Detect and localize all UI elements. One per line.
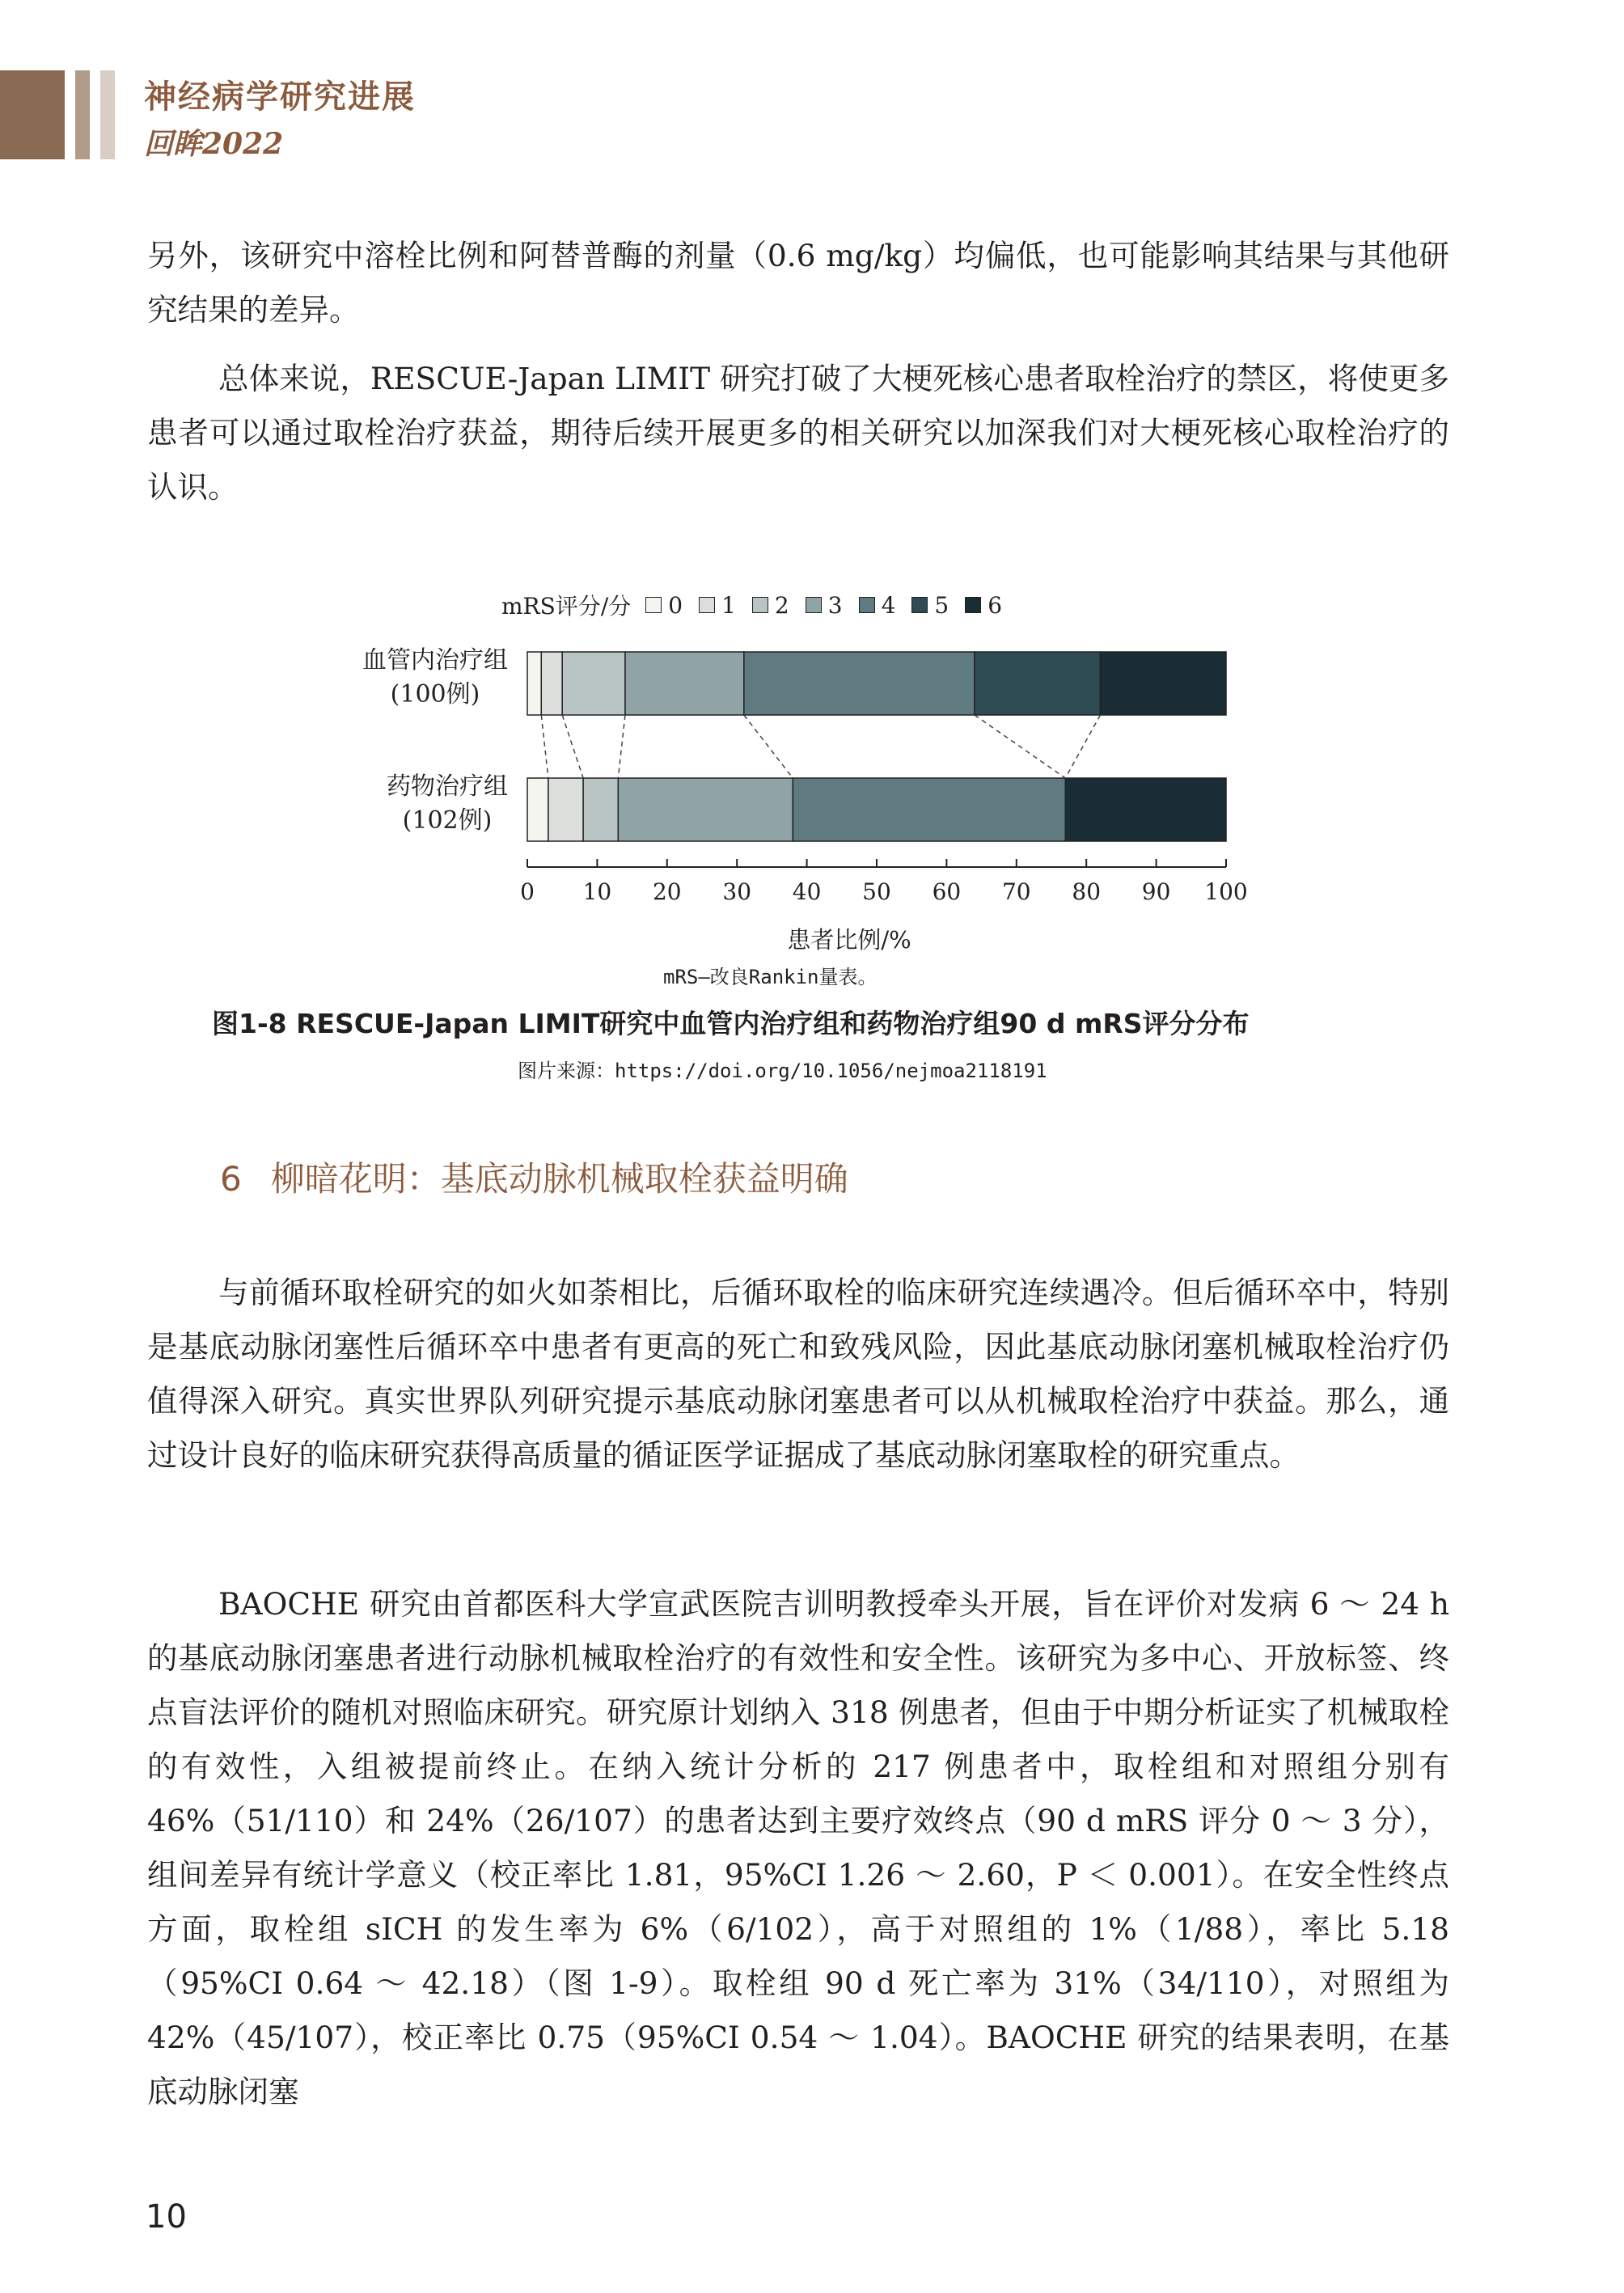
legend-item xyxy=(911,592,949,619)
x-tick-label: 70 xyxy=(1001,878,1031,905)
legend-swatch xyxy=(699,597,715,613)
book-subtitle: 回眸2022 xyxy=(144,127,284,161)
x-tick-label: 0 xyxy=(520,878,535,905)
connector-line xyxy=(562,715,583,778)
legend-label: 6 xyxy=(988,591,1003,619)
legend-label: 5 xyxy=(934,591,949,619)
book-title: 神经病学研究进展 xyxy=(144,78,416,116)
legend-label: 4 xyxy=(881,591,896,619)
row-label-endovascular-name: 血管内治疗组 xyxy=(362,646,508,675)
section-heading xyxy=(220,1153,848,1201)
legend-item xyxy=(752,592,789,619)
legend-label: 1 xyxy=(721,591,736,619)
legend-item xyxy=(699,592,736,619)
header-bar-dark xyxy=(0,70,65,159)
x-tick-label: 10 xyxy=(582,878,612,905)
section-number: 6 xyxy=(220,1159,242,1199)
connector-line xyxy=(1065,715,1100,778)
legend-swatch xyxy=(752,597,768,613)
x-tick-label: 60 xyxy=(932,878,962,905)
legend-item xyxy=(806,592,843,619)
figure-caption: 图1-8 RESCUE-Japan LIMIT研究中血管内治疗组和药物治疗组90 d mRS评分分布 xyxy=(212,1008,1250,1039)
row-label-medical-n: (102例) xyxy=(402,806,493,835)
legend-item xyxy=(965,592,1002,619)
bar-segment-mrs-6 xyxy=(1100,652,1226,715)
header-bar-light xyxy=(100,70,115,159)
bar-segment-mrs-1 xyxy=(541,652,562,715)
x-tick-label: 90 xyxy=(1141,878,1171,905)
connector-line xyxy=(744,715,793,778)
legend-swatch xyxy=(859,597,875,613)
legend-swatch xyxy=(911,597,928,613)
x-axis-label: 患者比例/% xyxy=(787,926,911,954)
bar-segment-mrs-4 xyxy=(793,778,1065,841)
legend-title: mRS评分/分 xyxy=(501,593,632,620)
row-label-endovascular xyxy=(338,644,532,712)
paragraph-4: BAOCHE 研究由首都医科大学宣武医院吉训明教授牵头开展，旨在评价对发病 6 ～ 24 h 的基底动脉闭塞患者进行动脉机械取栓治疗的有效性和安全性。该研究为多中心、开放标签、终点盲法评价的随机对照临床研究。研究原计划纳入 318 例患者，但由于中期分析证实了机械取栓的有效性，入组被提前终止。在纳入统计分析的 217 例患者中，取栓组和对照组分别有 46%（51/110）和 24%（26/107）的患者达到主要疗效终点（90 d mRS 评分 0 ～ 3 分），组间差异有统计学意义（校正率比 1.81，95%CI 1.26 ～ 2.60，P ＜ 0.001）。在安全性终点方面，取栓组 sICH 的发生率为 6%（6/102），高于对照组的 1%（1/88），率比 5.18（95%CI 0.64 ～ 42.18）（图 1-9）。取栓组 90 d 死亡率为 31%（34/110），对照组为 42%（45/107），校正率比 0.75（95%CI 0.54 ～ 1.04）。BAOCHE 研究的结果表明，在基底动脉闭塞 xyxy=(147,1586,1449,2109)
header-bar-mid xyxy=(75,70,90,159)
bar-segment-mrs-2 xyxy=(562,652,625,715)
bar-segment-mrs-3 xyxy=(618,778,793,841)
row-label-medical xyxy=(362,770,532,838)
bar-segment-mrs-3 xyxy=(625,652,744,715)
bar-segment-mrs-1 xyxy=(548,778,583,841)
legend-label: 3 xyxy=(827,591,843,619)
x-tick-label: 50 xyxy=(862,878,891,905)
legend-label: 0 xyxy=(668,591,683,619)
x-tick-label: 40 xyxy=(792,878,822,905)
legend-label: 2 xyxy=(774,591,789,619)
connector-line xyxy=(975,715,1065,778)
connector-line xyxy=(541,715,548,778)
legend-swatch xyxy=(965,597,981,613)
row-label-medical-name: 药物治疗组 xyxy=(387,772,508,801)
figure-1-8 xyxy=(0,566,1624,1100)
paragraph-1: 另外，该研究中溶栓比例和阿替普酶的剂量（0.6 mg/kg）均偏低，也可能影响其结果与其他研究结果的差异。 xyxy=(147,238,1449,328)
bar-segment-mrs-5 xyxy=(975,652,1101,715)
x-tick-label: 20 xyxy=(652,878,682,905)
bar-segment-mrs-6 xyxy=(1065,778,1226,841)
figure-note: mRS—改良Rankin量表。 xyxy=(663,966,878,988)
paragraph-2: 总体来说，RESCUE-Japan LIMIT 研究打破了大梗死核心患者取栓治疗的禁区，将使更多患者可以通过取栓治疗获益，期待后续开展更多的相关研究以加深我们对大梗死核心取栓治疗的认识。 xyxy=(147,361,1449,505)
x-tick-label: 80 xyxy=(1072,878,1102,905)
legend-swatch xyxy=(645,597,662,613)
bar-segment-mrs-4 xyxy=(744,652,975,715)
section-title: 柳暗花明：基底动脉机械取栓获益明确 xyxy=(270,1159,848,1199)
x-tick-label: 30 xyxy=(722,878,752,905)
chart-legend xyxy=(501,589,1018,621)
mrs-distribution-chart xyxy=(0,566,1624,946)
connector-line xyxy=(618,715,625,778)
legend-item xyxy=(645,592,683,619)
figure-source: 图片来源：https://doi.org/10.1056/nejmoa2118191 xyxy=(518,1060,1047,1082)
bar-segment-mrs-2 xyxy=(583,778,618,841)
x-tick-label: 100 xyxy=(1204,878,1248,905)
page-number: 10 xyxy=(146,2198,187,2236)
legend-item xyxy=(859,592,896,619)
row-label-endovascular-n: (100例) xyxy=(390,680,480,709)
legend-swatch xyxy=(806,597,822,613)
paragraph-3: 与前循环取栓研究的如火如荼相比，后循环取栓的临床研究连续遇冷。但后循环卒中，特别是基底动脉闭塞性后循环卒中患者有更高的死亡和致残风险，因此基底动脉闭塞机械取栓治疗仍值得深入研究。真实世界队列研究提示基底动脉闭塞患者可以从机械取栓治疗中获益。那么，通过设计良好的临床研究获得高质量的循证医学证据成了基底动脉闭塞取栓的研究重点。 xyxy=(147,1275,1449,1473)
